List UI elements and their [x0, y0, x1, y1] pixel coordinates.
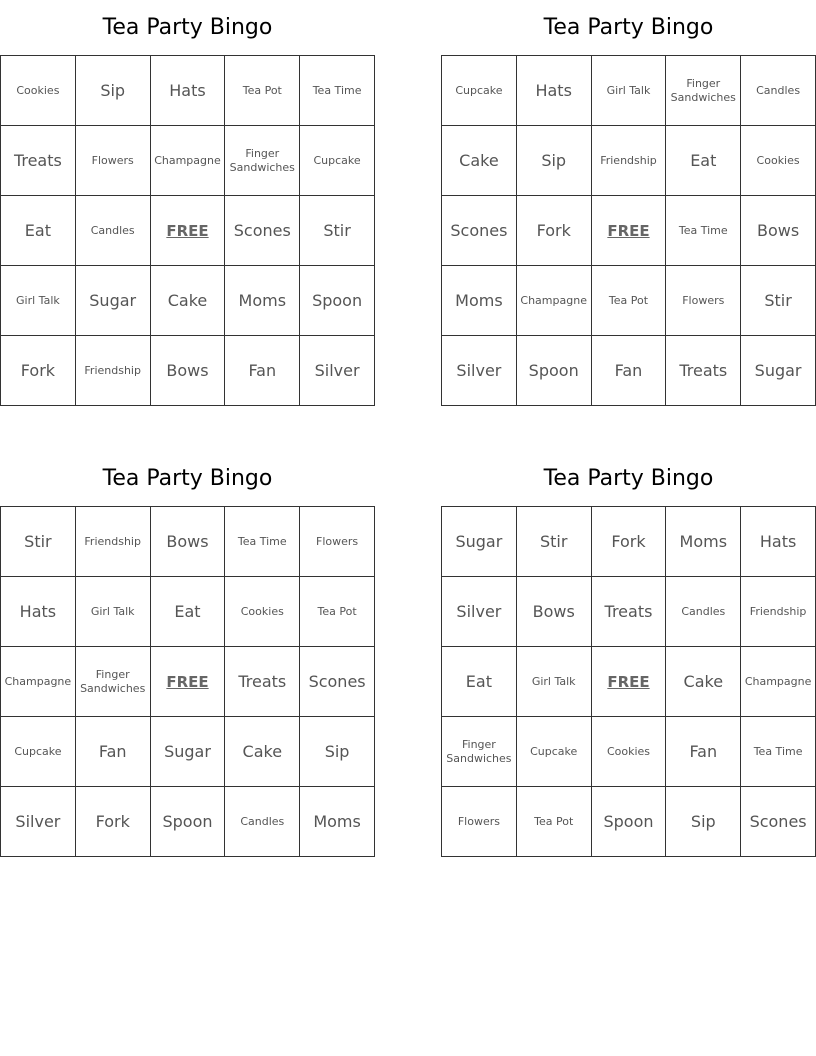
bingo-cell: Cupcake	[1, 717, 76, 787]
bingo-cell: Hats	[151, 56, 226, 126]
bingo-grid	[0, 55, 375, 406]
bingo-cell: Fork	[592, 507, 667, 577]
bingo-card-1	[0, 0, 375, 406]
bingo-cell: Candles	[76, 196, 151, 266]
bingo-cell: Flowers	[442, 787, 517, 857]
bingo-cell: Spoon	[151, 787, 226, 857]
bingo-cell: Cake	[666, 647, 741, 717]
card-title: Tea Party Bingo	[102, 466, 273, 491]
bingo-cell: Fork	[1, 336, 76, 406]
free-cell: FREE	[151, 196, 226, 266]
bingo-cell: Moms	[442, 266, 517, 336]
bingo-cell: Sugar	[442, 507, 517, 577]
bingo-cell: Tea Pot	[592, 266, 667, 336]
bingo-card-4	[441, 451, 816, 857]
bingo-cell: Moms	[300, 787, 375, 857]
bingo-cell: Sip	[517, 126, 592, 196]
bingo-cell: Tea Time	[300, 56, 375, 126]
bingo-cell: Silver	[300, 336, 375, 406]
bingo-cell: Scones	[741, 787, 816, 857]
bingo-cell: Cake	[442, 126, 517, 196]
bingo-cell: Silver	[1, 787, 76, 857]
free-cell: FREE	[592, 647, 667, 717]
bingo-cell: Scones	[442, 196, 517, 266]
bingo-cell: Cake	[151, 266, 226, 336]
bingo-cell: Bows	[151, 507, 226, 577]
bingo-cell: Cupcake	[517, 717, 592, 787]
bingo-cell: Cookies	[592, 717, 667, 787]
bingo-cell: Flowers	[300, 507, 375, 577]
card-title: Tea Party Bingo	[543, 466, 714, 491]
bingo-cell: Cupcake	[442, 56, 517, 126]
bingo-cell: Moms	[225, 266, 300, 336]
bingo-cell: Cookies	[1, 56, 76, 126]
bingo-grid	[441, 55, 816, 406]
bingo-cell: Spoon	[300, 266, 375, 336]
bingo-cell: Cake	[225, 717, 300, 787]
bingo-cell: Stir	[517, 507, 592, 577]
bingo-card-2	[441, 0, 816, 406]
bingo-cell: Tea Time	[225, 507, 300, 577]
bingo-cell: Finger Sandwiches	[442, 717, 517, 787]
bingo-cell: Stir	[300, 196, 375, 266]
bingo-cell: Scones	[300, 647, 375, 717]
bingo-cell: Bows	[741, 196, 816, 266]
bingo-cell: Finger Sandwiches	[666, 56, 741, 126]
bingo-cell: Finger Sandwiches	[76, 647, 151, 717]
bingo-cell: Sip	[76, 56, 151, 126]
bingo-cell: Candles	[225, 787, 300, 857]
bingo-cell: Bows	[151, 336, 226, 406]
bingo-cell: Girl Talk	[1, 266, 76, 336]
bingo-cell: Sip	[666, 787, 741, 857]
bingo-cell: Champagne	[741, 647, 816, 717]
bingo-cell: Friendship	[741, 577, 816, 647]
bingo-cell: Scones	[225, 196, 300, 266]
bingo-cell: Hats	[741, 507, 816, 577]
bingo-cell: Bows	[517, 577, 592, 647]
free-cell: FREE	[151, 647, 226, 717]
bingo-cell: Spoon	[592, 787, 667, 857]
bingo-cell: Fan	[666, 717, 741, 787]
card-title: Tea Party Bingo	[102, 15, 273, 40]
bingo-grid	[441, 506, 816, 857]
bingo-cell: Tea Pot	[225, 56, 300, 126]
bingo-cell: Fan	[592, 336, 667, 406]
bingo-cell: Fork	[517, 196, 592, 266]
bingo-cell: Fork	[76, 787, 151, 857]
bingo-cell: Champagne	[517, 266, 592, 336]
bingo-cell: Tea Time	[666, 196, 741, 266]
bingo-cell: Flowers	[76, 126, 151, 196]
bingo-cell: Hats	[1, 577, 76, 647]
bingo-cell: Cookies	[741, 126, 816, 196]
bingo-cell: Moms	[666, 507, 741, 577]
bingo-cell: Girl Talk	[76, 577, 151, 647]
bingo-card-3	[0, 451, 375, 857]
bingo-cell: Sugar	[151, 717, 226, 787]
bingo-cell: Girl Talk	[517, 647, 592, 717]
bingo-cell: Stir	[741, 266, 816, 336]
bingo-cell: Champagne	[1, 647, 76, 717]
bingo-cell: Spoon	[517, 336, 592, 406]
bingo-cell: Eat	[666, 126, 741, 196]
bingo-cell: Cupcake	[300, 126, 375, 196]
bingo-cell: Eat	[1, 196, 76, 266]
bingo-cell: Candles	[741, 56, 816, 126]
bingo-cell: Silver	[442, 577, 517, 647]
bingo-cell: Silver	[442, 336, 517, 406]
bingo-cell: Sugar	[76, 266, 151, 336]
bingo-cell: Treats	[666, 336, 741, 406]
bingo-cell: Friendship	[592, 126, 667, 196]
bingo-cell: Treats	[225, 647, 300, 717]
bingo-cell: Fan	[225, 336, 300, 406]
bingo-cell: Girl Talk	[592, 56, 667, 126]
bingo-cell: Eat	[442, 647, 517, 717]
bingo-cell: Eat	[151, 577, 226, 647]
bingo-cell: Friendship	[76, 507, 151, 577]
bingo-cell: Sip	[300, 717, 375, 787]
bingo-cell: Flowers	[666, 266, 741, 336]
bingo-cell: Stir	[1, 507, 76, 577]
bingo-cell: Tea Pot	[517, 787, 592, 857]
free-cell: FREE	[592, 196, 667, 266]
bingo-cell: Treats	[1, 126, 76, 196]
bingo-cell: Tea Time	[741, 717, 816, 787]
bingo-cell: Finger Sandwiches	[225, 126, 300, 196]
bingo-cell: Fan	[76, 717, 151, 787]
bingo-grid	[0, 506, 375, 857]
bingo-cell: Champagne	[151, 126, 226, 196]
bingo-cell: Tea Pot	[300, 577, 375, 647]
bingo-cell: Sugar	[741, 336, 816, 406]
bingo-cell: Treats	[592, 577, 667, 647]
bingo-cell: Candles	[666, 577, 741, 647]
bingo-cell: Hats	[517, 56, 592, 126]
bingo-cell: Friendship	[76, 336, 151, 406]
card-title: Tea Party Bingo	[543, 15, 714, 40]
bingo-cell: Cookies	[225, 577, 300, 647]
